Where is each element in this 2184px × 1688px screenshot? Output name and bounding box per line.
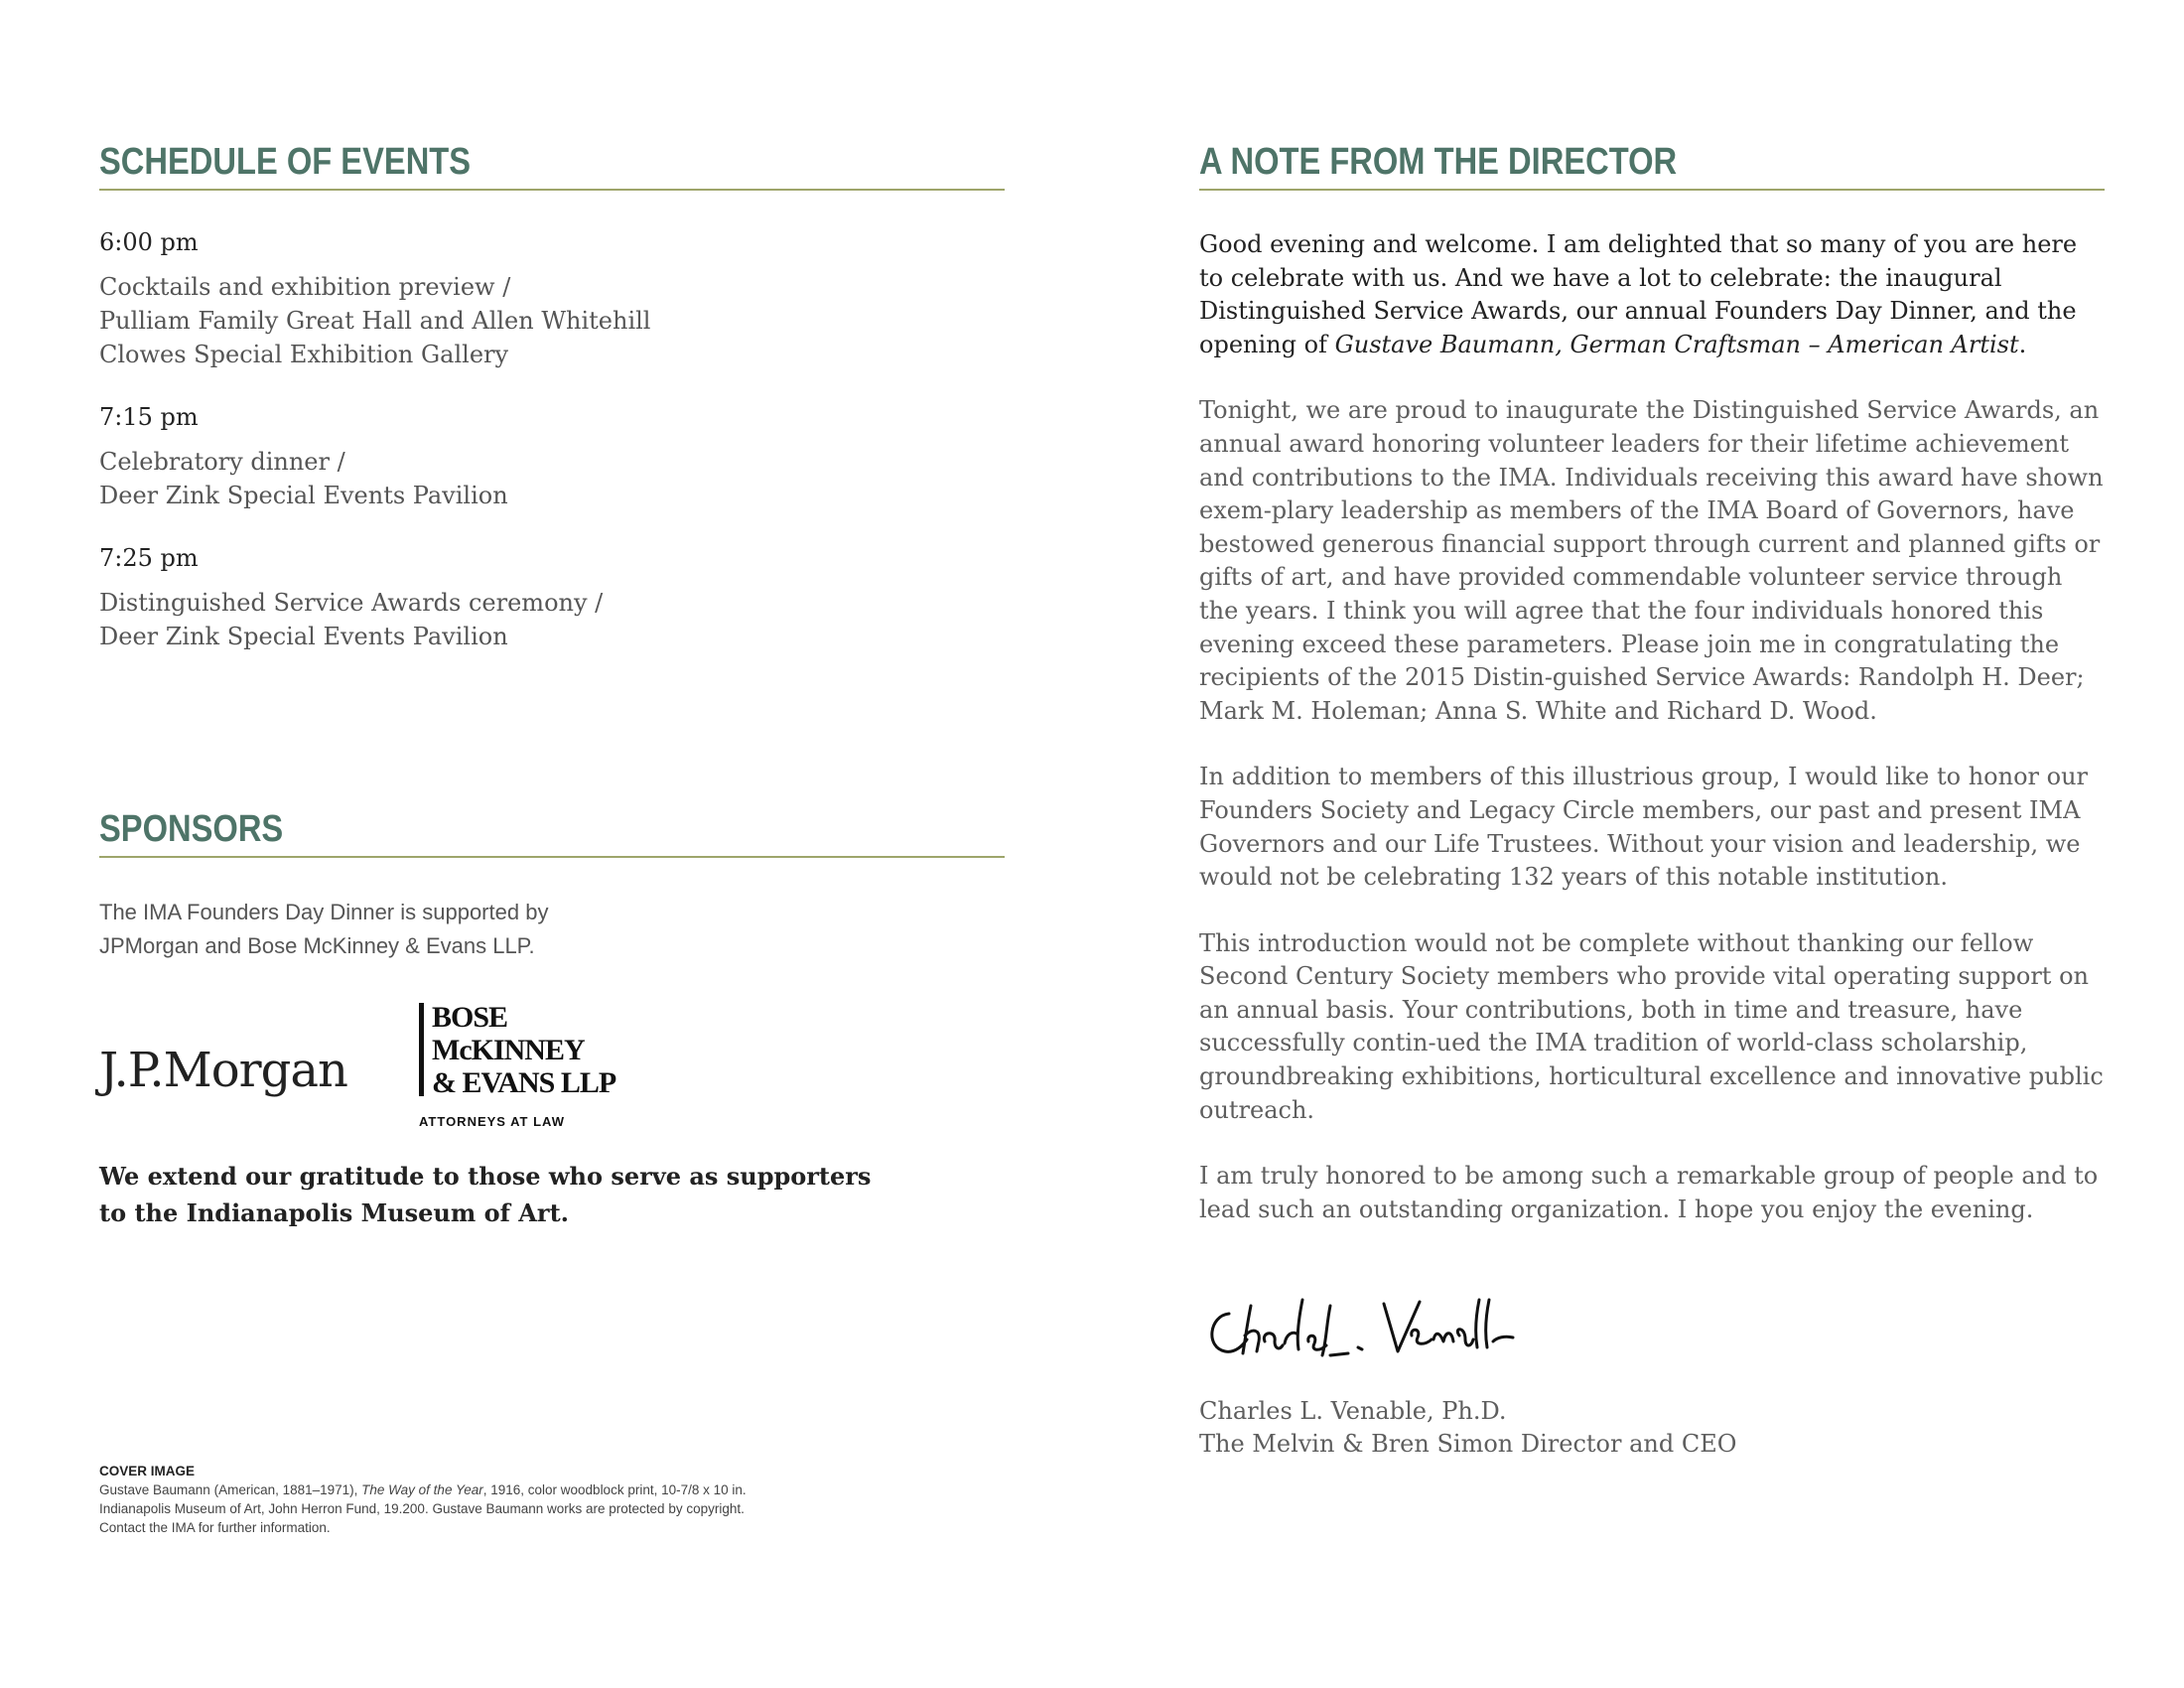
event-time: 7:25 pm [99,544,199,572]
exhibition-title: Gustave Baumann, German Craftsman – American Artist [1334,330,2019,358]
sponsors-divider [99,856,1005,858]
sponsor-intro: The IMA Founders Day Dinner is supported by JPMorgan and Bose McKinney & Evans LLP. [99,900,549,958]
event-time: 6:00 pm [99,228,199,256]
bose-logo-subtitle: ATTORNEYS AT LAW [419,1114,565,1129]
letter-paragraph-lead [1199,228,2105,361]
cover-line-1 [99,1480,854,1499]
gratitude-statement: We extend our gratitude to those who serve as supporters to the Indianapolis Museum of Art. [99,1162,872,1227]
director-signature [1199,1286,1527,1365]
cover-artist: Gustave Baumann (American, 1881–1971), [99,1482,362,1497]
director-signature-block [1199,1395,1736,1461]
director-name: Charles L. Venable, Ph.D. [1199,1397,1507,1425]
cover-line-2: Indianapolis Museum of Art, John Herron Fund, 19.200. Gustave Baumann works are protected by copyright. [99,1501,745,1516]
lead-end: . [2018,330,2027,358]
cover-artwork-title: The Way of the Year [361,1482,483,1497]
letter-paragraph: This introduction would not be complete without thanking our fellow Second Century Society members who provide vital operating support on an annual basis. Your contributions, both in time and treasure, have successfully contin-ued the IMA tradition of world-class scholarship, groundbreaking exhibitions, horticultural excellence and innovative public outreach. [1199,928,2104,1124]
sponsor-logos [99,1003,1005,1152]
event-time: 7:15 pm [99,403,199,431]
cover-heading: COVER IMAGE [99,1464,196,1478]
cover-details: , 1916, color woodblock print, 10-7/8 x 10 in. [482,1482,747,1497]
sponsors-section [99,806,1005,1231]
schedule-title: SCHEDULE OF EVENTS [99,141,472,183]
cover-image-credit [99,1462,854,1537]
event-description: Cocktails and exhibition preview / Pulliam Family Great Hall and Allen Whitehill Clowes Special Exhibition Gallery [99,273,651,368]
letter-paragraph: I am truly honored to be among such a remarkable group of people and to lead such an outstanding organization. I hope you enjoy the evening. [1199,1162,2099,1223]
director-role: The Melvin & Bren Simon Director and CEO [1199,1430,1737,1458]
director-letter [1199,228,2105,1226]
event-item [99,544,1005,653]
director-title: A NOTE FROM THE DIRECTOR [1199,141,1678,183]
event-item [99,228,1005,371]
director-note-section [1199,139,2105,1259]
letter-paragraph: In addition to members of this illustrious group, I would like to honor our Founders Society and Legacy Circle members, our past and present IMA Governors and our Life Trustees. Without your vision and leadership, we would not be celebrating 132 years of this notable institution. [1199,763,2089,892]
director-divider [1199,189,2105,191]
cover-line-3: Contact the IMA for further information. [99,1520,331,1535]
bose-logo-text: BOSE McKINNEY & EVANS LLP [432,1001,616,1099]
bose-logo-bar [419,1003,424,1096]
event-description: Distinguished Service Awards ceremony / Deer Zink Special Events Pavilion [99,589,604,650]
letter-paragraph: Tonight, we are proud to inaugurate the Distinguished Service Awards, an annual award honoring volunteer leaders for their lifetime achievement and contributions to the IMA. Individuals receiving this award have shown exem-plary leadership as members of the IMA Board of Governors, have bestowed generous financial support through current and planned gifts or gifts of art, and have provided commendable volunteer service through the years. I think you will agree that the four individuals honored this evening exceed these parameters. Please join me in congratulating the recipients of the 2015 Distin-guished Service Awards: Randolph H. Deer; Mark M. Holeman; Anna S. White and Richard D. Wood. [1199,396,2104,725]
event-description: Celebratory dinner / Deer Zink Special Events Pavilion [99,448,508,509]
schedule-section [99,139,1005,685]
sponsors-title: SPONSORS [99,808,284,850]
jpmorgan-logo: J.P.Morgan [99,1043,347,1098]
schedule-divider [99,189,1005,191]
event-item [99,403,1005,512]
event-list [99,228,1005,653]
lead-text: Good evening and welcome. I am delighted that so many of you are here to celebrate with us. And we have a lot to celebrate: the inaugural Distinguished Service Awards, our annual Founders Day Dinner, and the opening of [1199,230,2078,358]
